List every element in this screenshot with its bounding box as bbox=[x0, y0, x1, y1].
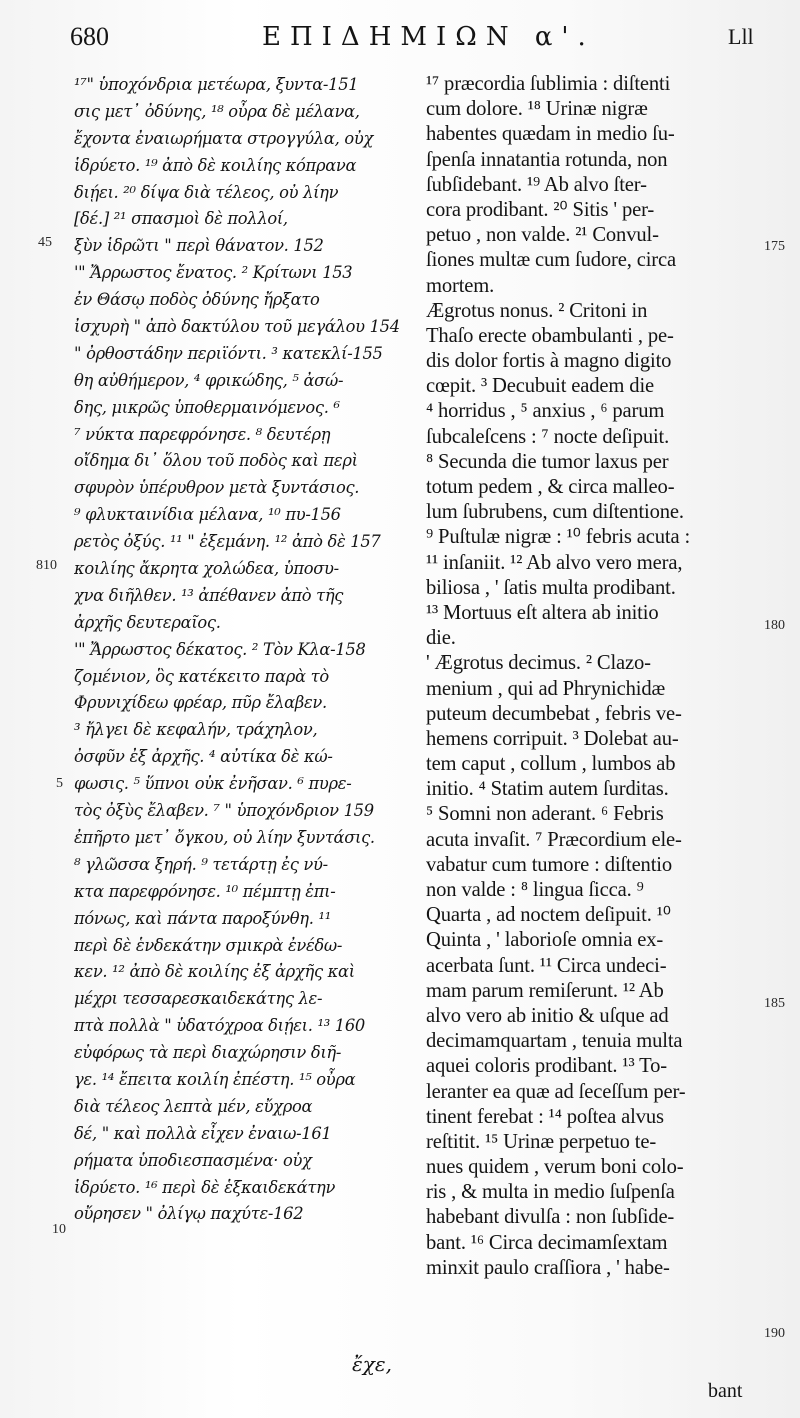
greek-text-line: πτὰ πολλὰ " ὑδατόχροα διῄει. ¹³ 160 bbox=[74, 1016, 365, 1036]
greek-text-line: μέχρι τεσσαρεσκαιδεκάτης λε- bbox=[74, 989, 323, 1009]
page-header bbox=[0, 14, 800, 54]
latin-text-line: ¹³ Mortuus eſt altera ab initio bbox=[426, 601, 659, 624]
latin-text-line: ⁹ Puſtulæ nigræ : ¹⁰ febris acuta : bbox=[426, 526, 691, 549]
latin-text-line: mortem. bbox=[426, 274, 495, 297]
greek-text-line: ³ ἤλγει δὲ κεφαλήν, τράχηλον, bbox=[74, 720, 318, 740]
latin-text-line: acuta invaſit. ⁷ Præcordium ele- bbox=[426, 828, 682, 851]
left-margin-number: 45 bbox=[38, 235, 52, 250]
greek-text-line: '" Ἄρρωστος ἔνατος. ² Κρίτωνι 153 bbox=[74, 263, 353, 283]
latin-text-line: alvo vero ab initio & uſque ad bbox=[426, 1004, 669, 1027]
greek-text-line: ξὺν ἱδρῶτι " περὶ θάνατον. 152 bbox=[74, 236, 324, 256]
greek-text-line: θη αὐθήμερον, ⁴ φρικώδης, ⁵ ἀσώ- bbox=[74, 370, 344, 390]
greek-text-line: οἴδημα δι᾽ ὅλου τοῦ ποδὸς καὶ περὶ bbox=[74, 451, 358, 471]
latin-text-line: cœpit. ³ Decubuit eadem die bbox=[426, 375, 655, 398]
latin-text-line: ⁵ Somni non aderant. ⁶ Febris bbox=[426, 803, 664, 826]
left-margin-number: 810 bbox=[36, 558, 57, 573]
greek-text-line: διὰ τέλεος λεπτὰ μέν, εὔχροα bbox=[74, 1096, 313, 1116]
greek-text-line: κοιλίης ἄκρητα χολώδεα, ὑποσυ- bbox=[74, 559, 339, 579]
latin-text-line: ¹⁷ præcordia ſublimia : diſtenti bbox=[426, 73, 671, 95]
page-number: 680 bbox=[70, 22, 109, 51]
left-margin-number: 5 bbox=[56, 776, 63, 791]
greek-text-line: εὐφόρως τὰ περὶ διαχώρησιν διῆ- bbox=[74, 1043, 342, 1063]
greek-text-line: δέ, " καὶ πολλὰ εἶχεν ἐναιω-161 bbox=[74, 1123, 332, 1143]
latin-text-line: ris , & multa in medio ſuſpenſa bbox=[426, 1181, 675, 1204]
running-title: ΕΠΙΔΗΜΙΩΝ α'. bbox=[262, 22, 595, 52]
latin-text-line: dis dolor fortis à magno digito bbox=[426, 350, 672, 373]
latin-text-line: cora prodibant. ²⁰ Sitis ' per- bbox=[426, 198, 655, 221]
latin-text-line: ſubſidebant. ¹⁹ Ab alvo ſter- bbox=[426, 173, 647, 196]
greek-text-line: ἱδρύετο. ¹⁹ ἀπὸ δὲ κοιλίης κόπρανα bbox=[74, 155, 357, 175]
greek-text-column bbox=[74, 72, 444, 1228]
greek-text-line: χνα διῆλθεν. ¹³ ἀπέθανεν ἀπὸ τῆς bbox=[74, 585, 344, 605]
left-margin-number: 10 bbox=[52, 1222, 66, 1237]
greek-text-line: σις μετ᾽ ὀδύνης, ¹⁸ οὖρα δὲ μέλανα, bbox=[74, 101, 360, 121]
greek-text-line: [δέ.] ²¹ σπασμοὶ δὲ πολλοί, bbox=[74, 209, 288, 229]
latin-text-line: ' Ægrotus decimus. ² Clazo- bbox=[426, 652, 651, 675]
greek-text-line: ρετὸς ὀξύς. ¹¹ " ἐξεμάνη. ¹² ἀπὸ δὲ 157 bbox=[74, 532, 381, 552]
latin-text-column bbox=[426, 72, 758, 1281]
greek-text-line: ἀρχῆς δευτεραῖος. bbox=[74, 612, 221, 632]
greek-text-line: τὸς ὀξὺς ἔλαβεν. ⁷ " ὑποχόνδριον 159 bbox=[74, 801, 374, 821]
right-margin-number: 180 bbox=[764, 618, 785, 633]
greek-text-line: " ὀρθοστάδην περιϊόντι. ³ κατεκλί-155 bbox=[74, 343, 383, 363]
latin-text-line: Quinta , ' laborioſe omnia ex- bbox=[426, 929, 664, 952]
latin-text-line: minxit paulo craſſiora , ' habe- bbox=[426, 1256, 670, 1279]
latin-text-line: habebant divulſa : non ſubſide- bbox=[426, 1206, 675, 1229]
greek-text-line: ἱδρύετο. ¹⁶ περὶ δὲ ἑξκαιδεκάτην bbox=[74, 1177, 336, 1197]
catchword-latin: bant bbox=[708, 1380, 743, 1402]
greek-text-line: ἐπῆρτο μετ᾽ ὄγκου, οὐ λίην ξυντάσις. bbox=[74, 827, 375, 847]
greek-text-line: δης, μικρῶς ὑποθερμαινόμενος. ⁶ bbox=[74, 397, 340, 417]
latin-text-line: ſiones multæ cum ſudore, circa bbox=[426, 249, 676, 272]
latin-text-line: tinent ferebat : ¹⁴ poſtea alvus bbox=[426, 1105, 664, 1128]
greek-text-line: Φρυνιχίδεω φρέαρ, πῦρ ἔλαβεν. bbox=[74, 693, 327, 713]
latin-text-line: hemens corripuit. ³ Dolebat au- bbox=[426, 727, 679, 750]
latin-text-line: ſpenſa innatantia rotunda, non bbox=[426, 148, 668, 171]
greek-text-line: φωσις. ⁵ ὕπνοι οὐκ ἐνῆσαν. ⁶ πυρε- bbox=[74, 774, 352, 794]
greek-text-line: σφυρὸν ὑπέρυθρον μετὰ ξυντάσιος. bbox=[74, 478, 360, 498]
latin-text-line: mam parum remiſerunt. ¹² Ab bbox=[426, 979, 664, 1002]
latin-text-line: nues quidem , verum boni colo- bbox=[426, 1156, 684, 1179]
latin-text-line: petuo , non valde. ²¹ Convul- bbox=[426, 224, 659, 247]
latin-text-line: lum ſubrubens, cum diſtentione. bbox=[426, 501, 684, 524]
right-margin-number: 185 bbox=[764, 996, 785, 1011]
latin-text-line: Thaſo erecte obambulanti , pe- bbox=[426, 324, 674, 347]
greek-text-line: κτα παρεφρόνησε. ¹⁰ πέμπτῃ ἐπι- bbox=[74, 881, 336, 901]
latin-text-line: vabatur cum tumore : diſtentio bbox=[426, 853, 672, 876]
latin-text-line: decimamquartam , tenuia multa bbox=[426, 1030, 683, 1053]
latin-text-line: non valde : ⁸ lingua ſicca. ⁹ bbox=[426, 879, 644, 901]
latin-text-line: totum pedem , & circa malleo- bbox=[426, 476, 675, 498]
greek-text-line: ⁹ φλυκταινίδια μέλανα, ¹⁰ πυ-156 bbox=[74, 505, 341, 525]
latin-text-line: bant. ¹⁶ Circa decimamſextam bbox=[426, 1231, 668, 1254]
right-margin-number: 175 bbox=[764, 239, 785, 254]
latin-text-line: initio. ⁴ Statim autem ſurditas. bbox=[426, 778, 669, 801]
right-margin-number: 190 bbox=[764, 1326, 785, 1341]
greek-text-line: '" Ἄρρωστος δέκατος. ² Τὸν Κλα-158 bbox=[74, 639, 366, 659]
greek-text-line: ἰσχυρὴ " ἀπὸ δακτύλου τοῦ μεγάλου 154 bbox=[74, 317, 400, 337]
latin-text-line: biliosa , ' ſatis multa prodibant. bbox=[426, 576, 676, 599]
catchword-greek: ἔχε, bbox=[352, 1352, 392, 1376]
greek-text-line: ἐν Θάσῳ ποδὸς ὀδύνης ἤρξατο bbox=[74, 290, 320, 310]
latin-text-line: Ægrotus nonus. ² Critoni in bbox=[426, 299, 648, 322]
greek-text-line: κεν. ¹² ἀπὸ δὲ κοιλίης ἐξ ἀρχῆς καὶ bbox=[74, 962, 355, 982]
latin-text-line: aquei coloris prodibant. ¹³ To- bbox=[426, 1055, 667, 1078]
latin-text-line: die. bbox=[426, 627, 456, 650]
latin-text-line: ¹¹ inſaniit. ¹² Ab alvo vero mera, bbox=[426, 551, 683, 574]
latin-text-line: reſtitit. ¹⁵ Urinæ perpetuo te- bbox=[426, 1130, 657, 1153]
greek-text-line: ρήματα ὑποδιεσπασμένα· οὐχ bbox=[74, 1150, 312, 1170]
greek-text-line: ⁸ γλῶσσα ξηρή. ⁹ τετάρτῃ ἐς νύ- bbox=[74, 854, 328, 874]
latin-text-line: habentes quædam in medio ſu- bbox=[426, 123, 675, 146]
greek-text-line: περὶ δὲ ἑνδεκάτην σμικρὰ ἐνέδω- bbox=[74, 935, 343, 955]
greek-text-line: ζομένιον, ὃς κατέκειτο παρὰ τὸ bbox=[74, 666, 329, 686]
signature-mark: Lll bbox=[728, 24, 754, 49]
latin-text-line: ⁴ horridus , ⁵ anxius , ⁶ parum bbox=[426, 400, 665, 423]
latin-text-line: ſubcaleſcens : ⁷ nocte deſipuit. bbox=[426, 425, 670, 448]
latin-text-line: leranter ea quæ ad ſeceſſum per- bbox=[426, 1080, 686, 1103]
greek-text-line: οὔρησεν " ὀλίγῳ παχύτε-162 bbox=[74, 1204, 304, 1224]
latin-text-line: ⁸ Secunda die tumor laxus per bbox=[426, 450, 669, 473]
latin-text-line: puteum decumbebat , febris ve- bbox=[426, 702, 682, 725]
latin-text-line: tem caput , collum , lumbos ab bbox=[426, 753, 676, 776]
greek-text-line: διῄει. ²⁰ δίψα διὰ τέλεος, οὐ λίην bbox=[74, 182, 339, 202]
greek-text-line: ὀσφῦν ἐξ ἀρχῆς. ⁴ αὐτίκα δὲ κώ- bbox=[74, 747, 333, 767]
latin-text-line: cum dolore. ¹⁸ Urinæ nigræ bbox=[426, 98, 648, 121]
greek-text-line: ἔχοντα ἐναιωρήματα στρογγύλα, οὐχ bbox=[74, 128, 374, 148]
latin-text-line: acerbata ſunt. ¹¹ Circa undeci- bbox=[426, 954, 667, 977]
latin-text-line: menium , qui ad Phrynichidæ bbox=[426, 677, 666, 700]
greek-text-line: ¹⁷" ὑποχόνδρια μετέωρα, ξυντα-151 bbox=[74, 75, 359, 94]
latin-text-line: Quarta , ad noctem deſipuit. ¹⁰ bbox=[426, 904, 671, 927]
greek-text-line: πόνως, καὶ πάντα παροξύνθη. ¹¹ bbox=[74, 908, 331, 928]
greek-text-line: γε. ¹⁴ ἔπειτα κοιλίη ἐπέστη. ¹⁵ οὖρα bbox=[74, 1069, 356, 1089]
greek-text-line: ⁷ νύκτα παρεφρόνησε. ⁸ δευτέρῃ bbox=[74, 424, 331, 444]
